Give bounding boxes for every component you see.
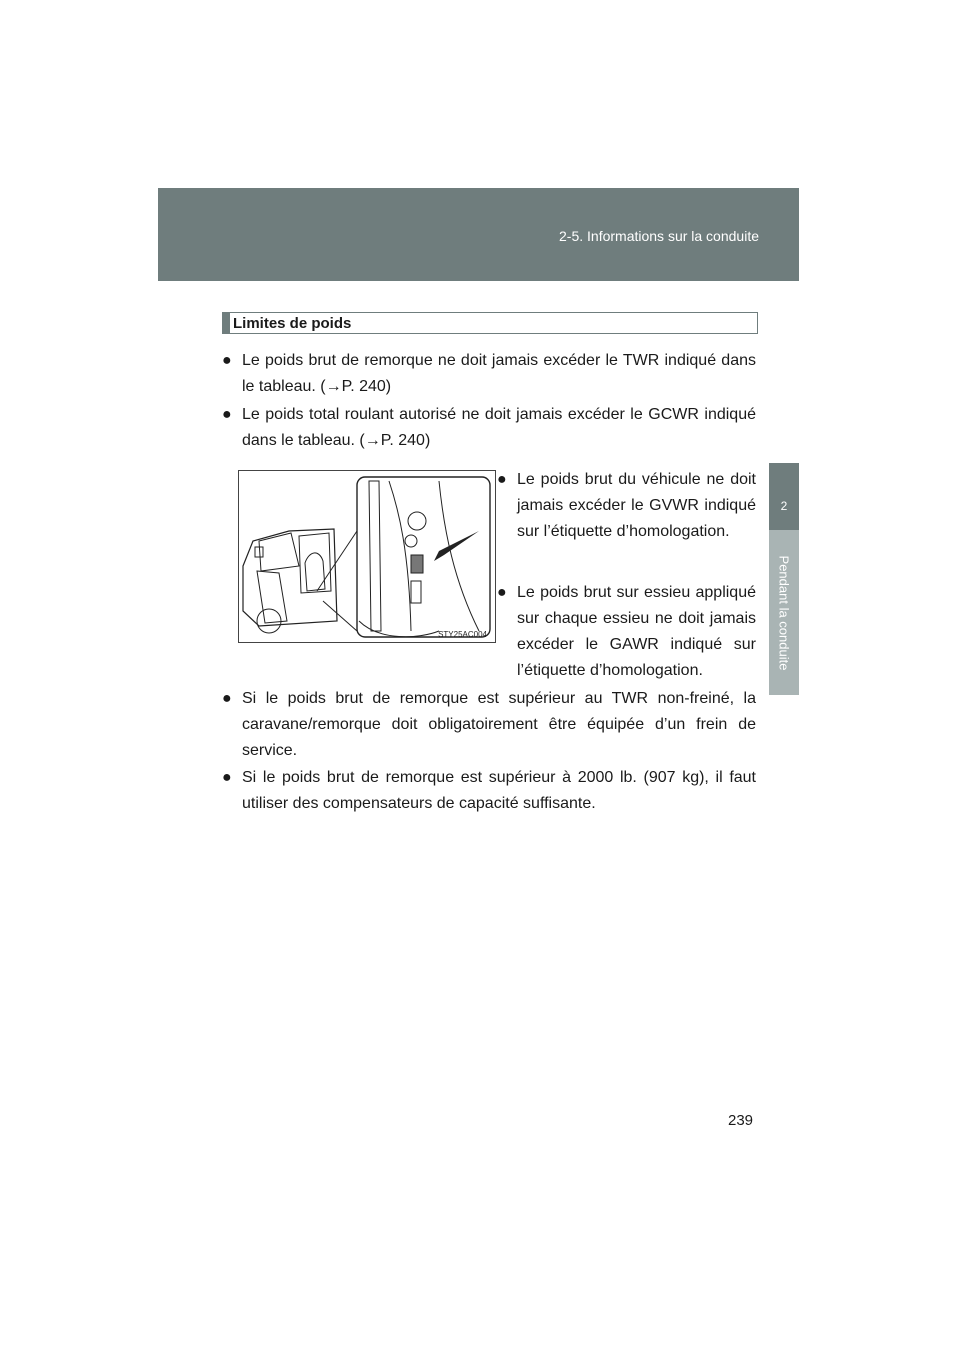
figure-code: STY25AC004 (438, 630, 487, 639)
section-marker (223, 313, 230, 333)
bullet-item (222, 348, 756, 400)
bullet-text: Si le poids brut de remorque est supérieur à 2000 lb. (907 kg), il faut utiliser des compensateurs de capacité suffisante. (242, 769, 756, 812)
bullet-item (497, 467, 756, 545)
section-title: Limites de poids (233, 315, 352, 332)
bullet-text: Le poids brut sur essieu appliqué sur chaque essieu ne doit jamais excéder le GAWR indiqué sur l’étiquette d’homologation. (517, 584, 756, 679)
bullet-text: Si le poids brut de remorque est supérieur au TWR non-freiné, la caravane/remorque doit obligatoirement être équipée d’un frein de service. (242, 690, 756, 759)
vehicle-door-label-icon (239, 471, 495, 642)
door-label-illustration (238, 470, 496, 643)
bullet-item (222, 686, 756, 764)
page-number: 239 (728, 1112, 754, 1129)
bullet-text: Le poids total roulant autorisé ne doit jamais excéder le GCWR indiqué dans le tableau. (→P. 240) (242, 406, 756, 449)
bullet-item (497, 580, 756, 684)
chapter-label: Pendant la conduite (776, 555, 792, 670)
chapter-label-tab (769, 530, 799, 695)
header-band (158, 188, 799, 281)
bullet-dot-icon: ● (497, 471, 507, 488)
bullet-dot-icon: ● (497, 584, 507, 601)
chapter-number: 2 (780, 499, 788, 513)
bullet-item (222, 765, 756, 817)
bullet-item (222, 402, 756, 454)
bullet-dot-icon: ● (222, 769, 232, 786)
bullet-dot-icon: ● (222, 690, 232, 707)
bullet-text: Le poids brut du véhicule ne doit jamais excéder le GVWR indiqué sur l’étiquette d’homologation. (517, 471, 756, 540)
chapter-section-title: 2-5. Informations sur la conduite (559, 228, 759, 244)
section-header (222, 312, 758, 334)
bullet-dot-icon: ● (222, 406, 232, 423)
bullet-dot-icon: ● (222, 352, 232, 369)
bullet-text: Le poids brut de remorque ne doit jamais excéder le TWR indiqué dans le tableau. (→P. 240) (242, 352, 756, 395)
chapter-number-tab (769, 463, 799, 530)
